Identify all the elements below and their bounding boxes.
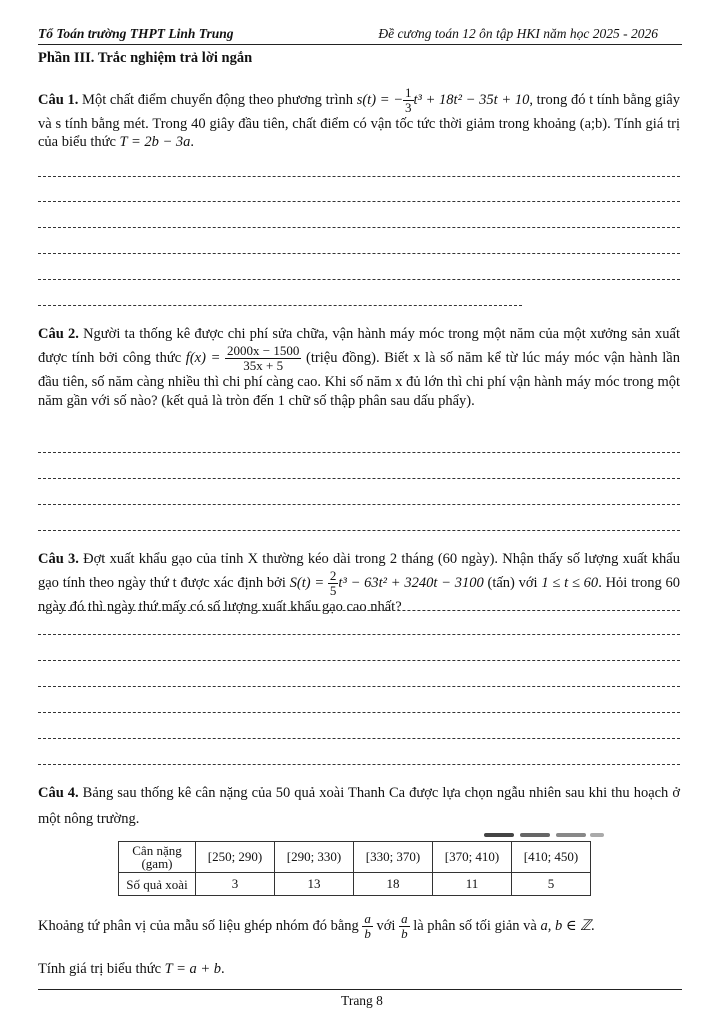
table-cell: [250; 290)	[196, 842, 275, 873]
q1-equation-rhs: t³ + 18t² − 35t + 10	[413, 91, 530, 108]
answer-line	[38, 478, 680, 479]
answer-line	[38, 504, 680, 505]
table-cell: [410; 450)	[512, 842, 591, 873]
decoration-bar	[556, 833, 586, 837]
answer-line	[38, 176, 680, 177]
question-1: Câu 1. Một chất điểm chuyển động theo phương trình s(t) = − $\frac{1}{3}$ t³ + 18t² − 35t + 10, trong đó t tính bằng giây và s tính bằng mét. Trong 40 giây đầu tiên, chất điểm có vận tốc tức thời giảm trong khoảng (a;b). Tính giá trị của biểu thức T = 2b − 3a.	[38, 85, 680, 150]
question-3: Câu 3. Đợt xuất khẩu gạo của tỉnh X thường kéo dài trong 2 tháng (60 ngày). Nhận thấy số lượng xuất khẩu gạo tính theo ngày thứ t được xác định bởi S(t) = $\frac{2}{5}$ t³ − 63t² + 3240t − 3100 (tấn) với 1 ≤ t ≤ 60. Hỏi trong 60 ngày đó thì ngày thứ mấy có số lượng xuất khẩu gạo cao nhất?	[38, 551, 680, 615]
page-header	[38, 24, 682, 45]
q4-fraction: $\frac{a}{b}$	[364, 911, 371, 941]
section-title: Phần III. Trắc nghiệm trả lời ngắn	[38, 50, 253, 66]
q3-equation-rhs: t³ − 63t² + 3240t − 3100	[338, 574, 484, 591]
q3-equation-lhs: S(t) =	[289, 574, 325, 591]
q1-equation-lhs: s(t) = −	[356, 91, 403, 108]
table-cell: 5	[512, 873, 591, 896]
answer-line	[38, 305, 522, 306]
footer-divider	[38, 989, 682, 990]
question-4: Câu 4. Bảng sau thống kê cân nặng của 50 quả xoài Thanh Ca được lựa chọn ngẫu nhiên sau khi thu hoạch ở một nông trường.	[38, 785, 680, 827]
q1-fraction: $\frac{1}{3}$	[405, 85, 412, 115]
answer-line	[38, 227, 680, 228]
table-cell: [330; 370)	[354, 842, 433, 873]
header-school: Tổ Toán trường THPT Linh Trung	[38, 26, 234, 41]
decoration-bar	[484, 833, 514, 837]
header-title: Đề cương toán 12 ôn tập HKI năm học 2025 - 2026	[378, 26, 658, 41]
decoration-bar	[590, 833, 604, 837]
table-cell: 13	[275, 873, 354, 896]
answer-line	[38, 610, 680, 611]
q1-expression: T = 2b − 3a	[119, 134, 191, 150]
q3-range: 1 ≤ t ≤ 60	[541, 574, 599, 591]
table-row	[119, 873, 591, 896]
table-cell: [290; 330)	[275, 842, 354, 873]
answer-line	[38, 660, 680, 661]
question-4-task: Tính giá trị biểu thức T = a + b.	[38, 961, 225, 977]
answer-line	[38, 738, 680, 739]
q3-fraction: $\frac{2}{5}$	[329, 568, 337, 598]
page-number: Trang 8	[341, 993, 383, 1008]
question-4-iqr-text: Khoảng tứ phân vị của mẫu số liệu ghép nhóm đó bằng $\frac{a}{b}$ với $\frac{a}{b}$ là phân số tối giản và a, b ∈ ℤ.	[38, 911, 595, 941]
table-cell: 18	[354, 873, 433, 896]
table-row	[119, 842, 591, 873]
answer-line	[38, 201, 680, 202]
q2-equation-lhs: f(x) =	[185, 349, 221, 366]
answer-line	[38, 530, 680, 531]
answer-line	[38, 764, 680, 765]
answer-line	[38, 279, 680, 280]
table-cell: [370; 410)	[433, 842, 512, 873]
answer-line	[38, 712, 680, 713]
mango-weight-table	[118, 841, 591, 896]
answer-line	[38, 634, 680, 635]
table-cell: 11	[433, 873, 512, 896]
answer-line	[38, 686, 680, 687]
q4-fraction: $\frac{a}{b}$	[401, 911, 408, 941]
answer-line	[38, 253, 680, 254]
table-header-count: Số quả xoài	[119, 873, 196, 896]
answer-line	[38, 452, 680, 453]
decoration-bar	[520, 833, 550, 837]
table-cell: 3	[196, 873, 275, 896]
table-header-weight: Cân nặng (gam)	[119, 842, 196, 873]
question-2: Câu 2. Người ta thống kê được chi phí sửa chữa, vận hành máy móc trong một năm của một xưởng sản xuất được tính bởi công thức f(x) = $\frac{2000x - 1500}{35x + 5}$ (triệu đồng). Biết x là số năm kể từ lúc máy móc vận hành lần đầu tiên, số năm càng nhiều thì chi phí càng cao. Khi số năm x đủ lớn thì chi phí vận hành máy móc trong một năm gần với số nào? (kết quả là tròn đến 1 chữ số thập phân sau dấu phẩy).	[38, 326, 680, 409]
q4-condition: a, b ∈ ℤ	[540, 917, 592, 934]
q2-fraction: $\frac{2000x - 1500}{35x + 5}$	[227, 343, 300, 373]
q4-expression: T = a + b	[164, 961, 222, 977]
